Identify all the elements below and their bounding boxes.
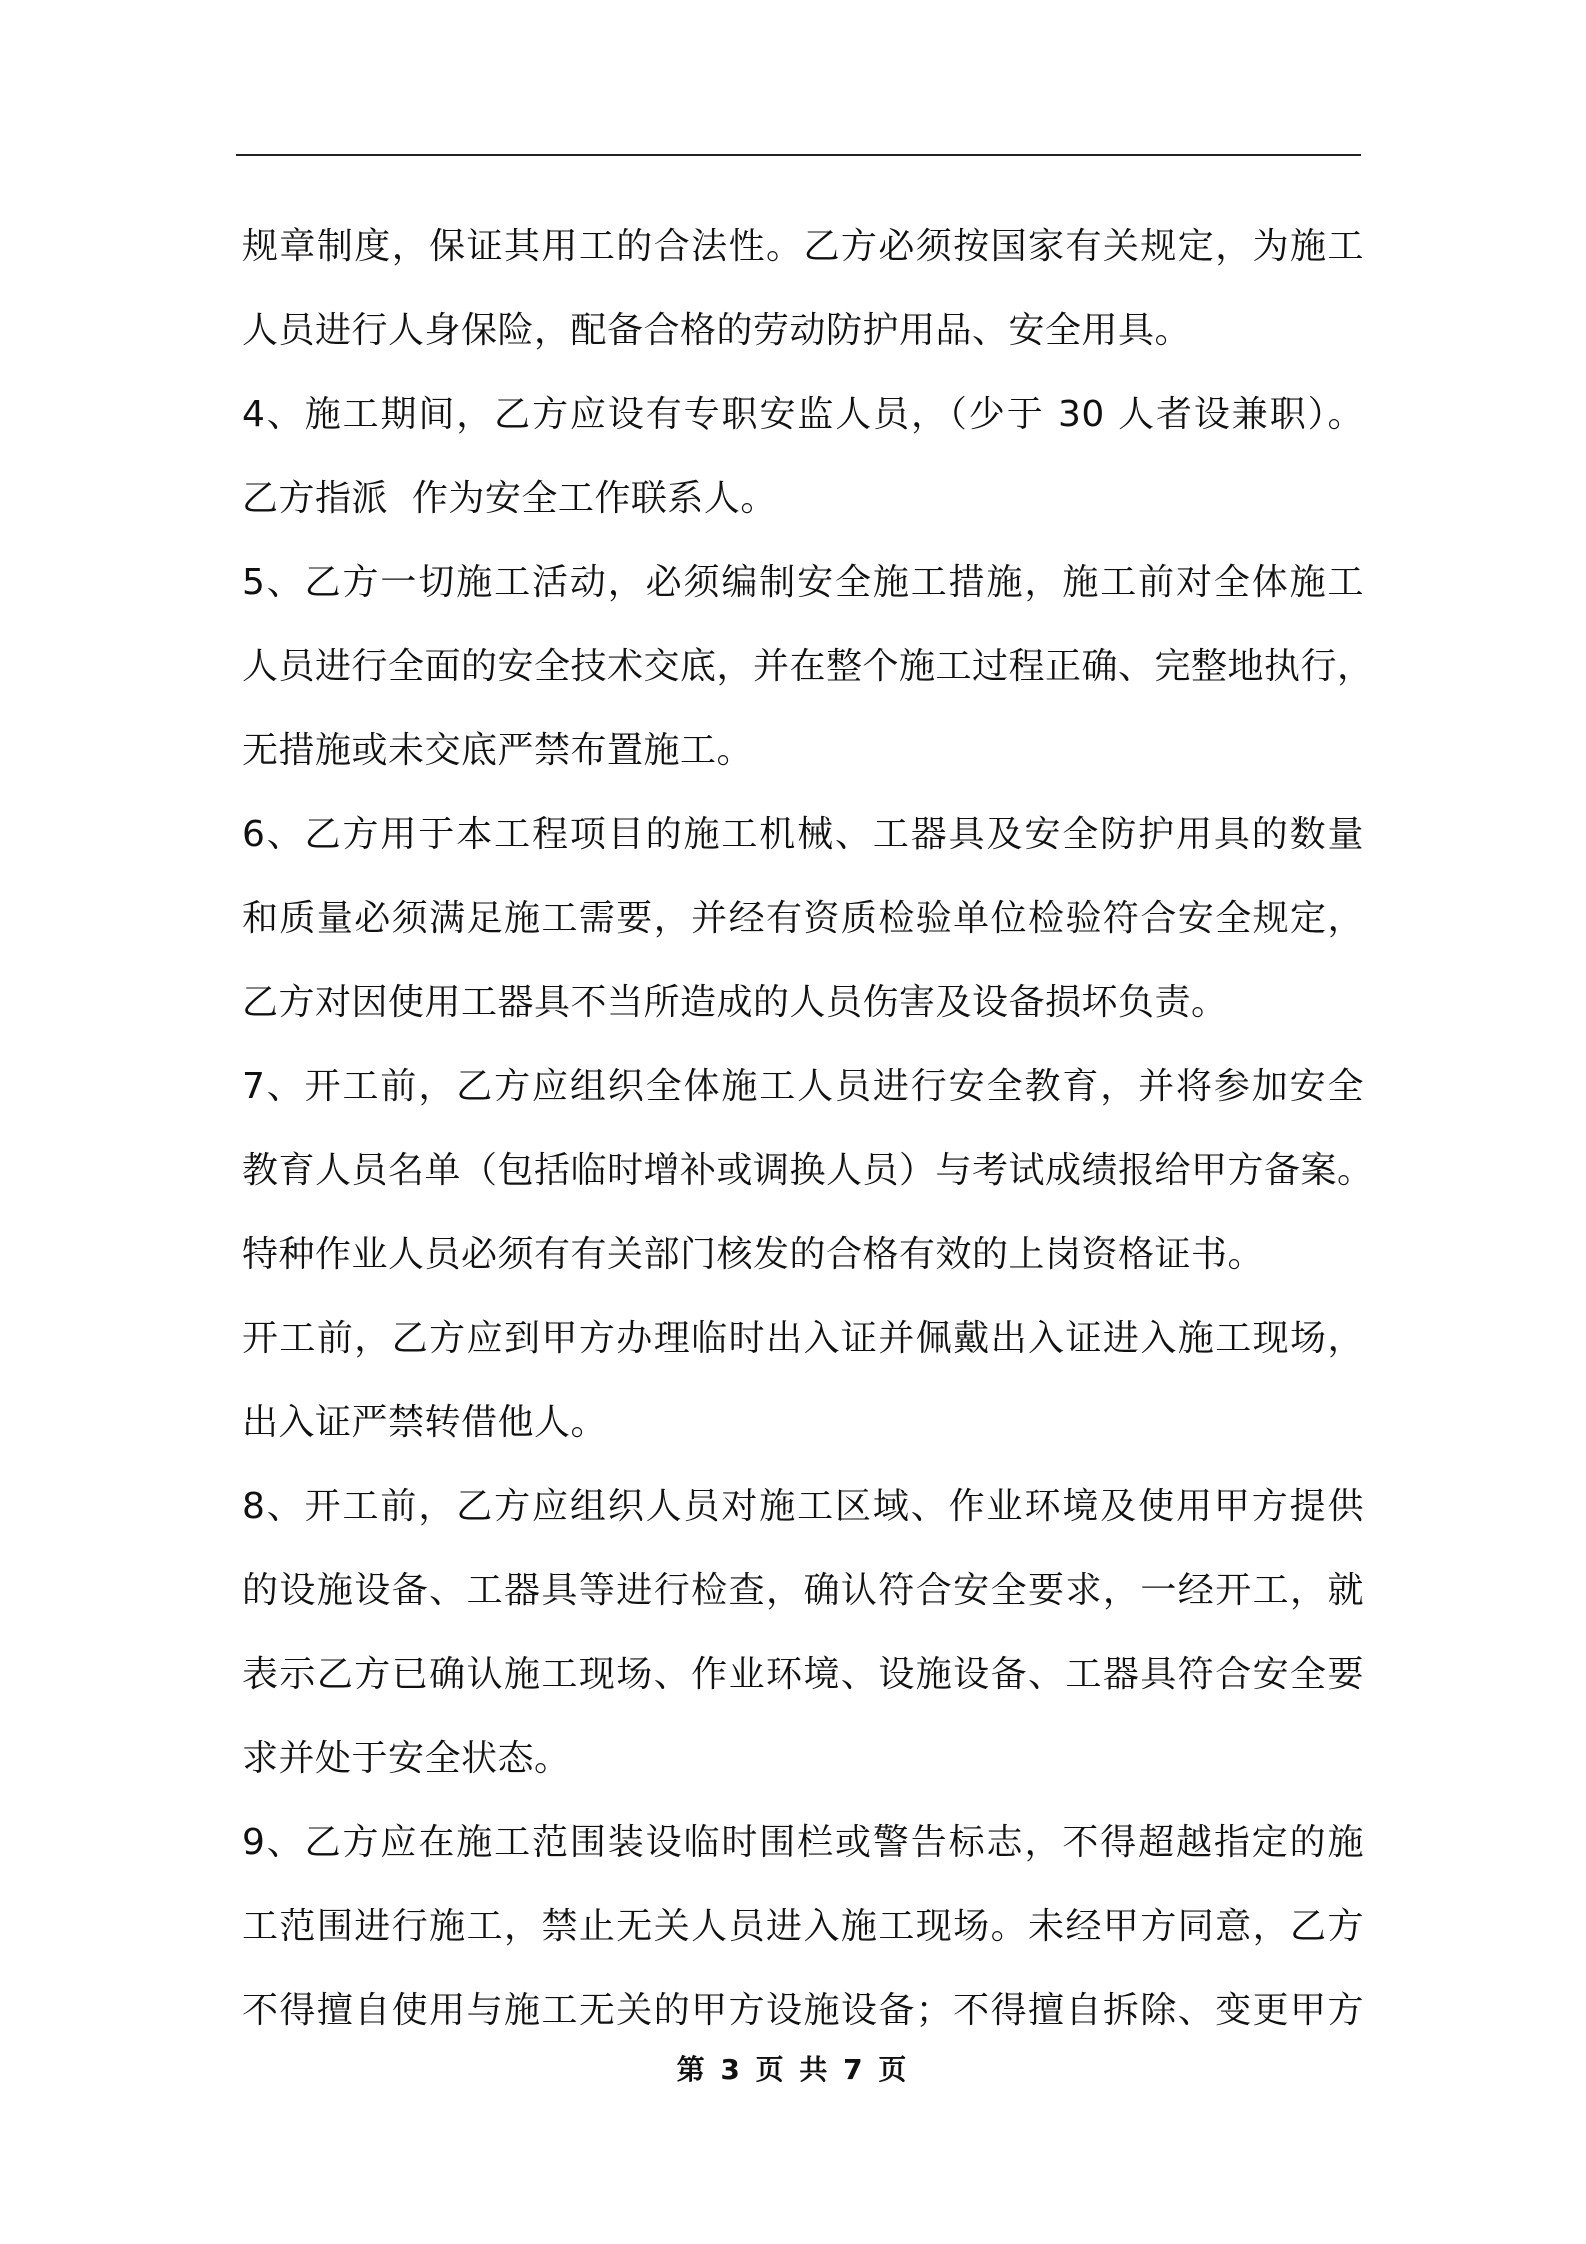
text-line: 人员进行人身保险，配备合格的劳动防护用品、安全用具。 xyxy=(242,310,1192,351)
text-line: 乙方对因使用工器具不当所造成的人员伤害及设备损坏负责。 xyxy=(242,982,1228,1023)
text-line: 的设施设备、工器具等进行检查，确认符合安全要求，一经开工，就 xyxy=(242,1570,1364,1611)
text-line: 特种作业人员必须有有关部门核发的合格有效的上岗资格证书。 xyxy=(242,1234,1265,1275)
text-line: 工范围进行施工，禁止无关人员进入施工现场。未经甲方同意，乙方 xyxy=(242,1906,1364,1947)
text-line: 和质量必须满足施工需要，并经有资质检验单位检验符合安全规定， xyxy=(242,898,1364,939)
text-line: 教育人员名单（包括临时增补或调换人员）与考试成绩报给甲方备案。 xyxy=(242,1150,1374,1191)
text-line: 求并处于安全状态。 xyxy=(242,1738,571,1779)
text-line: 出入证严禁转借他人。 xyxy=(242,1402,608,1443)
text-line: 9、乙方应在施工范围装设临时围栏或警告标志，不得超越指定的施 xyxy=(242,1822,1364,1863)
text-line: 5、乙方一切施工活动，必须编制安全施工措施，施工前对全体施工 xyxy=(242,562,1364,603)
text-line: 表示乙方已确认施工现场、作业环境、设施设备、工器具符合安全要 xyxy=(242,1654,1364,1695)
text-line: 规章制度，保证其用工的合法性。乙方必须按国家有关规定，为施工 xyxy=(242,226,1364,267)
text-line: 不得擅自使用与施工无关的甲方设施设备；不得擅自拆除、变更甲方 xyxy=(242,1990,1364,2031)
page-number: 第 3 页 共 7 页 xyxy=(676,2053,910,2086)
header-rule xyxy=(236,154,1361,156)
text-line: 6、乙方用于本工程项目的施工机械、工器具及安全防护用具的数量 xyxy=(242,814,1364,855)
text-line: 4、施工期间，乙方应设有专职安监人员，（少于 30 人者设兼职）。 xyxy=(242,394,1364,435)
text-line: 人员进行全面的安全技术交底，并在整个施工过程正确、完整地执行， xyxy=(242,646,1374,687)
document-body xyxy=(242,205,1374,2053)
text-line: 开工前，乙方应到甲方办理临时出入证并佩戴出入证进入施工现场， xyxy=(242,1318,1364,1359)
text-line: 8、开工前，乙方应组织人员对施工区域、作业环境及使用甲方提供 xyxy=(242,1486,1364,1527)
text-line: 无措施或未交底严禁布置施工。 xyxy=(242,730,754,771)
text-line: 乙方指派 作为安全工作联系人。 xyxy=(242,478,777,519)
text-line: 7、开工前，乙方应组织全体施工人员进行安全教育，并将参加安全 xyxy=(242,1066,1364,1107)
